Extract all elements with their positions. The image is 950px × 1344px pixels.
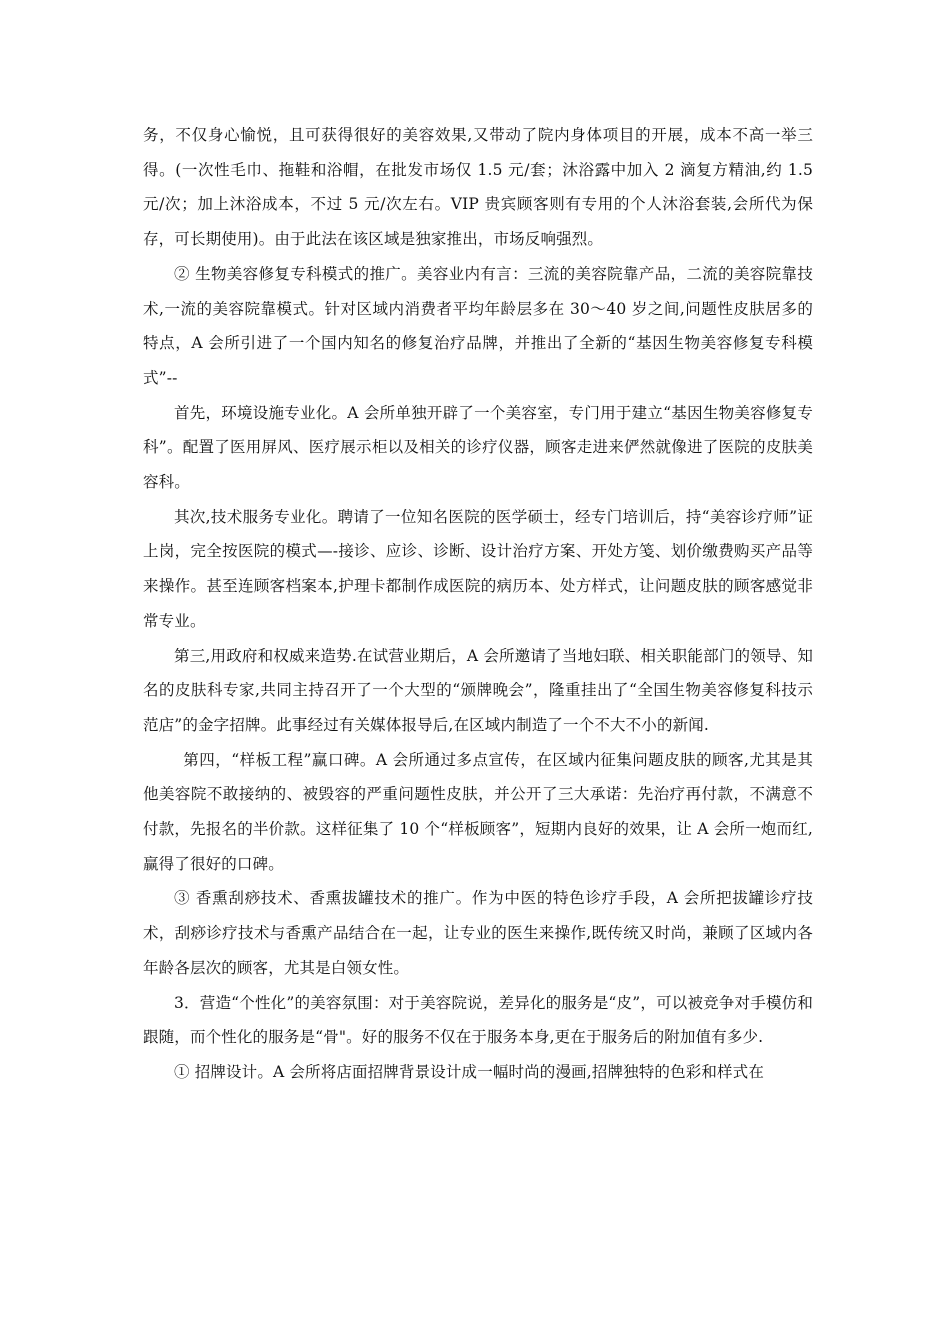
paragraph-bio-repair-model: ② 生物美容修复专科模式的推广。美容业内有言：三流的美容院靠产品，二流的美容院靠技术,一流的美容院靠模式。针对区域内消费者平均年龄层多在 30～40 岁之间,问题性皮肤居多的特点，A 会所引进了一个国内知名的修复治疗品牌，并推出了全新的“基因生物美容修复专科模式”-- — [143, 264, 813, 387]
paragraph-technical-service: 其次,技术服务专业化。聘请了一位知名医院的医学硕士，经专门培训后，持“美容诊疗师”证上岗，完全按医院的模式—-接诊、应诊、诊断、设计治疗方案、开处方笺、划价缴费购买产品等来操作。甚至连顾客档案本,护理卡都制作成医院的病历本、处方样式，让问题皮肤的顾客感觉非常专业。 — [143, 507, 813, 630]
paragraph-aroma-techniques: ③ 香熏刮痧技术、香熏拔罐技术的推广。作为中医的特色诊疗手段，A 会所把拔罐诊疗技术，刮痧诊疗技术与香熏产品结合在一起，让专业的医生来操作,既传统又时尚，兼顾了区域内各年龄各层次的顾客，尤其是白领女性。 — [143, 889, 813, 977]
document-body — [143, 118, 813, 1090]
paragraph-government-authority: 第三,用政府和权威来造势.在试营业期后，A 会所邀请了当地妇联、相关职能部门的领导、知名的皮肤科专家,共同主持召开了一个大型的“颁牌晚会”，隆重挂出了“全国生物美容修复科技示范店”的金字招牌。此事经过有关媒体报导后,在区域内制造了一个不大不小的新闻. — [143, 646, 813, 734]
paragraph-continuation: 务，不仅身心愉悦，且可获得很好的美容效果,又带动了院内身体项目的开展，成本不高一举三得。(一次性毛巾、拖鞋和浴帽，在批发市场仅 1.5 元/套；沐浴露中加入 2 滴复方精油,约 1.5 元/次；加上沐浴成本，不过 5 元/次左右。VIP 贵宾顾客则有专用的个人沐浴套装,会所代为保存，可长期使用)。由于此法在该区域是独家推出，市场反响强烈。 — [143, 126, 813, 249]
paragraph-personalized-atmosphere: 3．营造“个性化”的美容氛围：对于美容院说，差异化的服务是“皮”，可以被竞争对手模仿和跟随，而个性化的服务是“骨"。好的服务不仅在于服务本身,更在于服务后的附加值有多少. — [143, 993, 813, 1047]
paragraph-environment: 首先，环境设施专业化。A 会所单独开辟了一个美容室，专门用于建立“基因生物美容修复专科”。配置了医用屏风、医疗展示柜以及相关的诊疗仪器，顾客走进来俨然就像进了医院的皮肤美容科。 — [143, 403, 813, 492]
paragraph-signboard-design: ① 招牌设计。A 会所将店面招牌背景设计成一幅时尚的漫画,招牌独特的色彩和样式在 — [174, 1062, 764, 1081]
paragraph-sample-project: 第四，“样板工程”赢口碑。A 会所通过多点宣传，在区域内征集问题皮肤的顾客,尤其是其他美容院不敢接纳的、被毁容的严重问题性皮肤，并公开了三大承诺：先治疗再付款，不满意不付款，先报名的半价款。这样征集了 10 个“样板顾客”，短期内良好的效果，让 A 会所一炮而红,赢得了很好的口碑。 — [143, 750, 813, 873]
